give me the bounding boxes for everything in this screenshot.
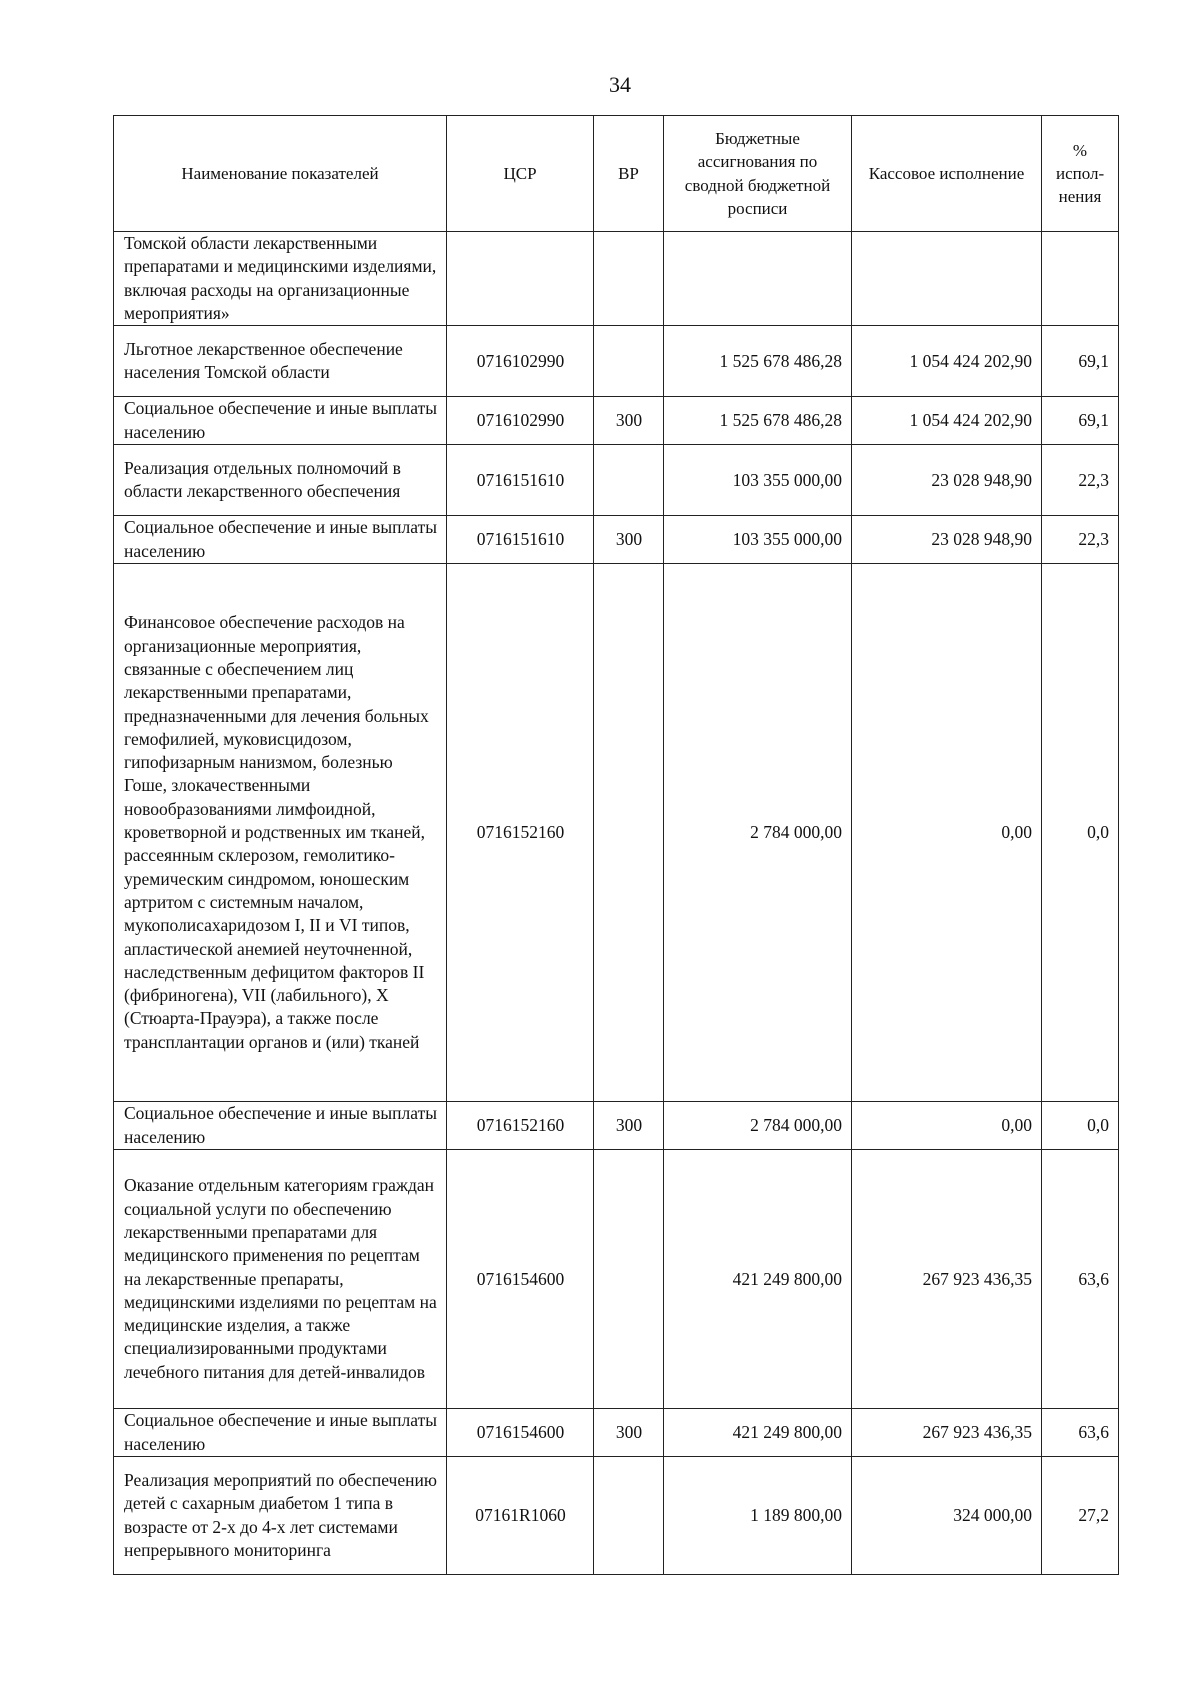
row-vr [594,564,664,1102]
table-row [114,326,1119,397]
row-csr: 0716152160 [447,1102,594,1150]
row-execution: 0,00 [852,564,1042,1102]
table-row [114,232,1119,326]
header-vr: ВР [594,116,664,232]
table-row [114,564,1119,1102]
row-vr [594,326,664,397]
table-row [114,397,1119,445]
row-vr [594,1150,664,1409]
row-csr: 0716154600 [447,1409,594,1457]
row-name: Финансовое обеспечение расходов на организационные мероприятия, связанные с обеспечением лиц лекарственными препаратами, предназначенными для лечения больных гемофилией, муковисцидозом, гипофизарным нанизмом, болезнью Гоше, злокачественными новообразованиями лимфоидной, кроветворной и родственных им тканей, рассеянным склерозом, гемолитико-уремическим синдромом, юношеским артритом с системным началом, мукополисахаридозом I, II и VI типов, апластической анемией неуточненной, наследственным дефицитом факторов II (фибриногена), VII (лабильного), X (Стюарта-Прауэра), а также после трансплантации органов и (или) тканей [114,564,447,1102]
row-budget: 2 784 000,00 [664,1102,852,1150]
row-execution: 23 028 948,90 [852,516,1042,564]
table-row [114,516,1119,564]
row-percent: 27,2 [1042,1457,1119,1575]
row-name: Социальное обеспечение и иные выплаты населению [114,516,447,564]
header-name: Наименование показателей [114,116,447,232]
row-csr: 0716151610 [447,445,594,516]
row-name: Оказание отдельным категориям граждан социальной услуги по обеспечению лекарственными препаратами для медицинского применения по рецептам на лекарственные препараты, медицинскими изделиями по рецептам на медицинские изделия, а также специализированными продуктами лечебного питания для детей-инвалидов [114,1150,447,1409]
row-percent: 69,1 [1042,397,1119,445]
row-csr: 0716152160 [447,564,594,1102]
table-header-row [114,116,1119,232]
header-budget: Бюджетные ассигнования по сводной бюджетной росписи [664,116,852,232]
table-row [114,1409,1119,1457]
row-execution: 267 923 436,35 [852,1409,1042,1457]
row-vr [594,1457,664,1575]
row-name: Льготное лекарственное обеспечение населения Томской области [114,326,447,397]
row-percent [1042,232,1119,326]
row-budget: 103 355 000,00 [664,516,852,564]
row-vr: 300 [594,1102,664,1150]
row-percent: 63,6 [1042,1409,1119,1457]
row-execution [852,232,1042,326]
row-name: Реализация отдельных полномочий в области лекарственного обеспечения [114,445,447,516]
row-execution: 1 054 424 202,90 [852,326,1042,397]
row-csr: 0716154600 [447,1150,594,1409]
row-execution: 1 054 424 202,90 [852,397,1042,445]
row-csr: 07161R1060 [447,1457,594,1575]
row-csr: 0716151610 [447,516,594,564]
row-name: Томской области лекарственными препаратами и медицинскими изделиями, включая расходы на организационные мероприятия» [114,232,447,326]
row-budget: 421 249 800,00 [664,1150,852,1409]
row-execution: 0,00 [852,1102,1042,1150]
row-budget: 1 525 678 486,28 [664,397,852,445]
row-csr: 0716102990 [447,397,594,445]
row-percent: 22,3 [1042,516,1119,564]
header-execution: Кассовое исполнение [852,116,1042,232]
row-budget: 103 355 000,00 [664,445,852,516]
row-percent: 63,6 [1042,1150,1119,1409]
header-percent: % испол-нения [1042,116,1119,232]
row-name: Реализация мероприятий по обеспечению детей с сахарным диабетом 1 типа в возрасте от 2-х до 4-х лет системами непрерывного мониторинга [114,1457,447,1575]
table-row [114,1150,1119,1409]
row-csr [447,232,594,326]
row-execution: 324 000,00 [852,1457,1042,1575]
row-budget: 1 525 678 486,28 [664,326,852,397]
row-budget [664,232,852,326]
row-name: Социальное обеспечение и иные выплаты населению [114,1102,447,1150]
row-execution: 23 028 948,90 [852,445,1042,516]
page-number: 34 [609,72,631,97]
row-percent: 22,3 [1042,445,1119,516]
row-budget: 2 784 000,00 [664,564,852,1102]
header-csr: ЦСР [447,116,594,232]
row-budget: 1 189 800,00 [664,1457,852,1575]
row-name: Социальное обеспечение и иные выплаты населению [114,1409,447,1457]
row-vr [594,445,664,516]
row-vr [594,232,664,326]
row-percent: 0,0 [1042,564,1119,1102]
row-percent: 69,1 [1042,326,1119,397]
row-percent: 0,0 [1042,1102,1119,1150]
table-row [114,445,1119,516]
budget-execution-table [113,115,1119,1575]
row-vr: 300 [594,397,664,445]
row-csr: 0716102990 [447,326,594,397]
row-vr: 300 [594,516,664,564]
row-name: Социальное обеспечение и иные выплаты населению [114,397,447,445]
table-row [114,1102,1119,1150]
table-row [114,1457,1119,1575]
row-budget: 421 249 800,00 [664,1409,852,1457]
row-execution: 267 923 436,35 [852,1150,1042,1409]
row-vr: 300 [594,1409,664,1457]
